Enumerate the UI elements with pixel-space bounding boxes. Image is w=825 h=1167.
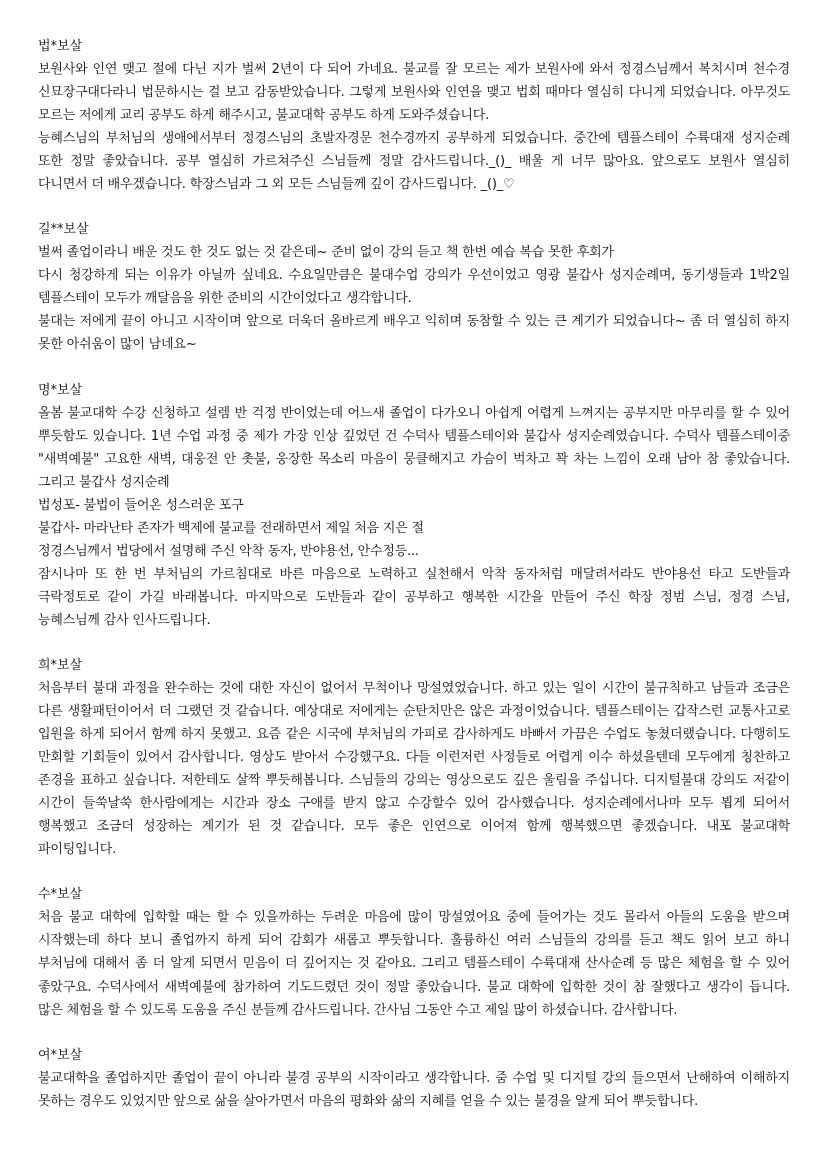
testimonial-entry [38, 380, 790, 632]
entry-paragraph: 정경스님께서 법당에서 설명해 주신 악착 동자, 반야용선, 안수정등... [38, 543, 419, 559]
entry-paragraph: 올봄 불교대학 수강 신청하고 설렘 반 걱정 반이었는데 어느새 졸업이 다가오니 아쉽게 어렵게 느껴지는 공부지만 마무리를 할 수 있어 뿌듯함도 있습니다. 1년 수업 과정 중 제가 가장 인상 깊었던 건 수덕사 템플스테이와 불갑사 성지순례였습니다. 수덕사 템플스테이중 "새벽예불" 고요한 새벽, 대웅전 안 촛불, 웅장한 목소리 마음이 뭉클해지고 가슴이 벅차고 꽉 차는 느낌이 오래 남아 참 좋았습니다. 그리고 불갑사 성지순례 [38, 405, 790, 490]
entry-paragraph: 보원사와 인연 맺고 절에 다닌 지가 벌써 2년이 다 되어 가네요. 불교를 잘 모르는 제가 보원사에 와서 정경스님께서 복치시며 천수경 신묘장구대다라니 법문하시는 걸 보고 감동받았습니다. 그렇게 보원사와 인연을 맺고 법회 때마다 열심히 다니게 되었습니다. 아무것도 모르는 저에게 교리 공부도 하게 해주시고, 불교대학 공부도 하게 도와주셨습니다. [38, 62, 790, 124]
entry-author: 길**보살 [38, 222, 89, 238]
testimonial-entry [38, 655, 790, 861]
entry-paragraph: 벌써 졸업이라니 배운 것도 한 것도 없는 것 같은데~ 준비 없이 강의 듣고 책 한번 예습 복습 못한 후회가 [38, 245, 614, 261]
entry-paragraph: 다시 청강하게 되는 이유가 아닐까 싶네요. 수요일만큼은 불대수업 강의가 우선이었고 영광 불갑사 성지순례며, 동기생들과 1박2일 템플스테이 모두가 깨달음을 위한 준비의 시간이었다고 생각합니다. [38, 268, 790, 307]
entry-paragraph: 불대는 저에게 끝이 아니고 시작이며 앞으로 더욱더 올바르게 배우고 익히며 동참할 수 있는 큰 계기가 되었습니다~ 좀 더 열심히 하지 못한 아쉬움이 많이 남네요~ [38, 314, 790, 353]
entry-paragraph: 잠시나마 또 한 번 부처님의 가르침대로 바른 마음으로 노력하고 실천해서 악착 동자처럼 매달려서라도 반야용선 타고 도반들과 극락정토로 같이 가길 바래봅니다. 마지막으로 도반들과 같이 공부하고 행복한 시간을 만들어 주신 학장 정범 스님, 정경 스님, 능혜스님께 감사 인사드립니다. [38, 566, 790, 628]
entry-paragraph: 처음 불교 대학에 입학할 때는 할 수 있을까하는 두려운 마음에 많이 망설였어요 중에 들어가는 것도 몰라서 아들의 도움을 받으며 시작했는데 하다 보니 졸업까지 하게 되어 감회가 새롭고 뿌듯합니다. 훌륭하신 여러 스님들의 강의를 듣고 책도 읽어 보고 하니 부처님에 대해서 좀 더 알게 되면서 믿음이 더 깊어지는 것 같아요. 그리고 템플스테이 수륙대재 산사순례 등 많은 체험을 할 수 있어 좋았구요. 수덕사에서 새벽예불에 참가하여 기도드렸던 것이 정말 좋았습니다. 불교 대학에 입학한 것이 참 잘했다고 생각이 듭니다. 많은 체험을 할 수 있도록 도움을 주신 분들께 감사드립니다. 간사님 그동안 수고 제일 많이 하셨습니다. 감사합니다. [38, 910, 790, 1018]
testimonial-entry [38, 884, 790, 1021]
entry-paragraph: 불갑사- 마라난타 존자가 백제에 불교를 전래하면서 제일 처음 지은 절 [38, 520, 424, 536]
entry-paragraph: 처음부터 불대 과정을 완수하는 것에 대한 자신이 없어서 무척이나 망설였었습니다. 하고 있는 일이 시간이 불규칙하고 남들과 조금은 다른 생활패턴이어서 더 그랬던 것 같습니다. 예상대로 저에게는 순탄치만은 않은 과정이었습니다. 템플스테이는 갑작스런 교통사고로 입원을 하게 되어서 함께 하지 못했고. 요즘 같은 시국에 부처님의 가피로 감사하게도 바빠서 가끔은 수업도 놓쳤더랬습니다. 다행히도 만회할 기회들이 있어서 감사합니다. 영상도 받아서 수강했구요. 다들 이런저런 사정들로 어렵게 이수 하셨을텐데 모두에게 칭찬하고 존경을 표하고 싶습니다. 저한테도 살짝 뿌듯해봅니다. 스님들의 강의는 영상으로도 깊은 울림을 주십니다. 디지털불대 강의도 저같이 시간이 들쑥날쑥 한사람에게는 시간과 장소 구애를 받지 않고 수강할수 있어 감사했습니다. 성지순례에서나마 모두 뵙게 되어서 행복했고 조금더 성장하는 계기가 된 것 같습니다. 모두 좋은 인연으로 이어져 함께 행복했으면 좋겠습니다. 내포 불교대학 파이팅입니다. [38, 680, 791, 858]
entry-author: 희*보살 [38, 657, 83, 673]
entry-author: 명*보살 [38, 382, 83, 398]
document-page [38, 36, 790, 1136]
entry-author: 법*보살 [38, 39, 83, 54]
entry-paragraph: 법성포- 불법이 들어온 성스러운 포구 [38, 497, 244, 513]
entry-author: 여*보살 [38, 1047, 83, 1063]
testimonial-entry [38, 1045, 790, 1113]
testimonial-entry [38, 36, 790, 196]
entry-paragraph: 능혜스님의 부처님의 생애에서부터 정경스님의 초발자경문 천수경까지 공부하게 되었습니다. 중간에 템플스테이 수륙대재 성지순례 또한 정말 좋았습니다. 공부 열심히 가르쳐주신 스님들께 정말 감사드립니다._()_ 배울 게 너무 많아요. 앞으로도 보원사 열심히 다니면서 더 배우겠습니다. 학장스님과 그 외 모든 스님들께 깊이 감사드립니다. _()_♡ [38, 131, 790, 193]
entry-paragraph: 불교대학을 졸업하지만 졸업이 끝이 아니라 불경 공부의 시작이라고 생각합니다. 줌 수업 및 디지털 강의 들으면서 난해하여 이해하지 못하는 경우도 있었지만 앞으로 삶을 살아가면서 마음의 평화와 삶의 지혜를 얻을 수 있는 불경을 알게 되어 뿌듯합니다. [38, 1070, 790, 1109]
entry-author: 수*보살 [38, 887, 83, 903]
testimonial-entry [38, 219, 790, 356]
